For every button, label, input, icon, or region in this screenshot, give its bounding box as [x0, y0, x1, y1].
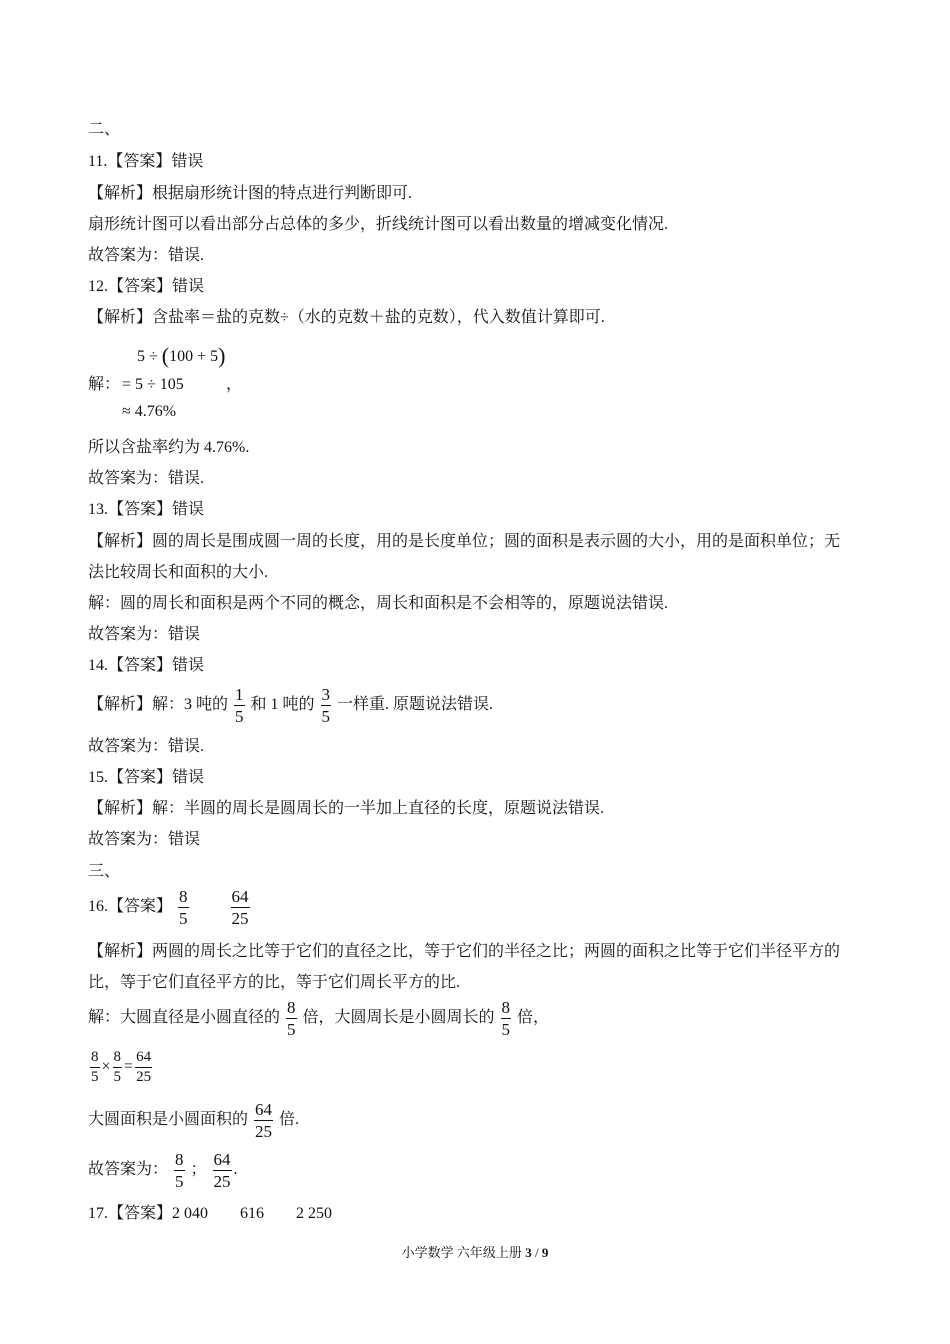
q15-analysis: 【解析】解：半圆的周长是圆周长的一半加上直径的长度，原题说法错误.: [88, 800, 605, 817]
q16-answer-fraction-1: $\frac{8}{5}$: [179, 887, 188, 928]
q14-analysis: 【解析】解：3 吨的 $\frac{1}{5}$ 和 1 吨的 $\frac{3}{5}$ 一样重. 原题说法错误.: [88, 685, 494, 726]
footer-page-total: 9: [541, 1245, 549, 1260]
q13-solution: 解：圆的周长和面积是两个不同的概念，周长和面积是不会相等的，原题说法错误.: [88, 595, 669, 612]
q12-analysis: 【解析】含盐率＝盐的克数÷（水的克数＋盐的克数），代入数值计算即可.: [88, 309, 605, 326]
q12-answer: 12.【答案】错误: [88, 278, 205, 295]
q16-analysis: 【解析】两圆的周长之比等于它们的直径之比，等于它们的半径之比；两圆的面积之比等于它们半径平方的: [88, 943, 841, 960]
q14-fraction-one-fifth: $\frac{1}{5}$: [235, 685, 244, 726]
q16-analysis-cont: 比，等于它们直径平方的比，等于它们周长平方的比.: [88, 974, 461, 991]
q12-calc-line1: 5 ÷ (100 + 5): [137, 343, 226, 368]
q16-multiplication: $\frac{8}{5}$ × $\frac{8}{5}$ = $\frac{64}{25}$: [91, 1049, 152, 1085]
q15-answer: 15.【答案】错误: [88, 769, 205, 786]
page-footer: 小学数学 六年级上册 3 / 9: [401, 1245, 549, 1260]
footer-subject: 小学数学 六年级上册: [401, 1245, 522, 1260]
q16-solution-fraction-1: $\frac{8}{5}$: [287, 998, 296, 1039]
q14-fraction-three-fifths: $\frac{3}{5}$: [321, 685, 331, 726]
q14-answer: 14.【答案】错误: [88, 657, 205, 674]
q12-calc-line2: = 5 ÷ 105: [122, 376, 184, 393]
q11-final: 故答案为：错误.: [88, 247, 205, 264]
q16-solution-fraction-2: $\frac{8}{5}$: [501, 998, 511, 1039]
q11-answer: 11.【答案】错误: [88, 153, 204, 170]
q14-final: 故答案为：错误.: [88, 738, 205, 755]
q13-analysis: 【解析】圆的周长是围成圆一周的长度，用的是长度单位；圆的面积是表示圆的大小，用的是面积单位；无: [88, 533, 841, 550]
q16-answer-fraction-2: $\frac{64}{25}$: [231, 887, 249, 928]
footer-page-number: 3: [525, 1245, 532, 1260]
q16-mult-result: $\frac{64}{25}$: [136, 1049, 152, 1085]
q12-solve-prefix: 解：: [88, 376, 121, 393]
q16-area-fraction: $\frac{64}{25}$: [255, 1100, 273, 1141]
q11-analysis-detail: 扇形统计图可以看出部分占总体的多少，折线统计图可以看出数量的增减变化情况.: [88, 216, 669, 233]
q12-conclusion: 所以含盐率约为 4.76%.: [88, 439, 250, 456]
q16-final: 故答案为： $\frac{8}{5}$ ； $\frac{64}{25}$ .: [88, 1150, 238, 1191]
q16-final-fraction-2: $\frac{64}{25}$: [213, 1150, 231, 1191]
q16-final-fraction-1: $\frac{8}{5}$: [175, 1150, 184, 1191]
q16-area-statement: 大圆面积是小圆面积的 $\frac{64}{25}$ 倍.: [88, 1100, 300, 1141]
q13-analysis-cont: 法比较周长和面积的大小.: [88, 564, 269, 581]
q16-mult-fraction-b: $\frac{8}{5}$: [113, 1049, 122, 1085]
q16-solution: 解：大圆直径是小圆直径的 $\frac{8}{5}$ 倍，大圆周长是小圆周长的 $\frac{8}{5}$ 倍，: [88, 998, 550, 1039]
q16-answer: 16.【答案】 $\frac{8}{5}$ $\frac{64}{25}$: [88, 887, 249, 928]
q12-calc-comma: ，: [226, 376, 243, 393]
q13-answer: 13.【答案】错误: [88, 501, 205, 518]
section-heading-three: 三、: [88, 863, 121, 880]
section-heading-two: 二、: [88, 121, 121, 138]
q17-answer: 17.【答案】2 040 616 2 250: [88, 1205, 333, 1222]
q15-final: 故答案为：错误: [88, 831, 201, 848]
q11-analysis: 【解析】根据扇形统计图的特点进行判断即可.: [88, 185, 413, 202]
q16-mult-fraction-a: $\frac{8}{5}$: [91, 1049, 99, 1085]
q12-final: 故答案为：错误.: [88, 470, 205, 487]
q12-calc-line3: ≈ 4.76%: [122, 403, 177, 420]
q13-final: 故答案为：错误: [88, 626, 201, 643]
